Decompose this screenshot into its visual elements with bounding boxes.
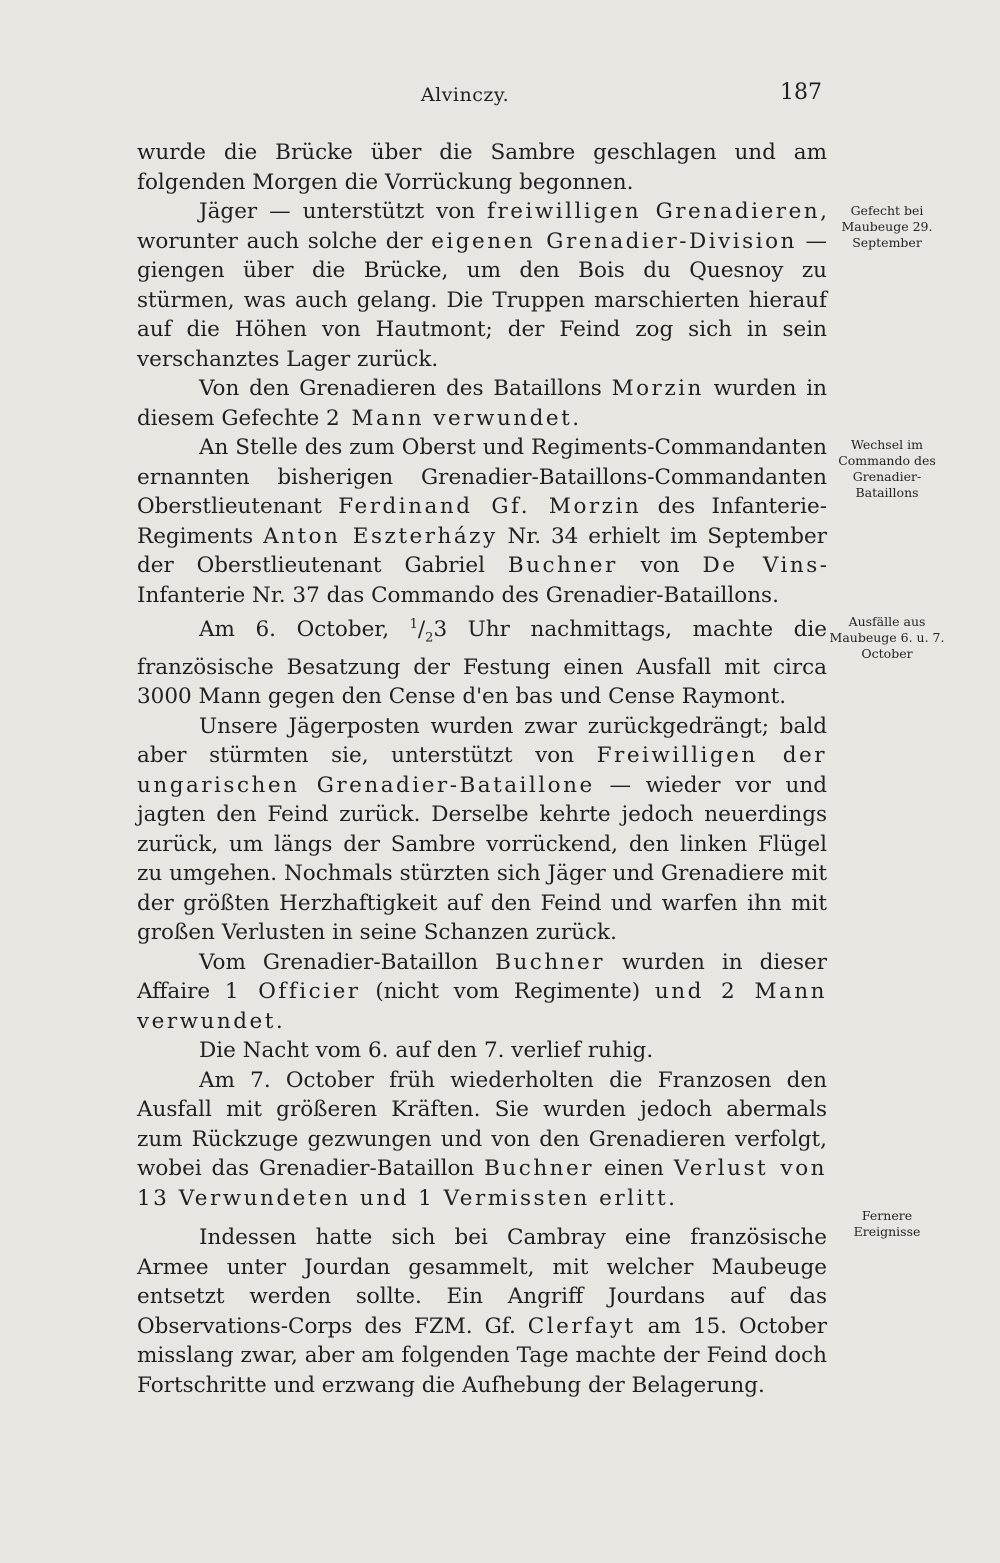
paragraph <box>137 610 827 712</box>
spaced-text: Anton Eszterházy <box>263 523 498 549</box>
spaced-text: Ferdinand Gf. Morzin <box>338 494 642 519</box>
text-run: 2 <box>425 630 434 646</box>
text-run: Unsere Jägerposten wurden zwar zurückgedrängt; bald aber stürmten sie, unterstützt von <box>137 713 827 769</box>
text-run: Die Nacht vom 6. auf den 7. verlief ruhig. <box>199 1038 654 1064</box>
text-run: 3 Uhr nachmittags, machte die französische Besatzung der Festung einen Ausfall mit circa 3000 Mann gegen den Cense d'en bas und Cense Raymont. <box>137 617 827 710</box>
margin-note-fernere: Fernere Ereignisse <box>853 1208 921 1239</box>
spaced-text: freiwilligen Grenadieren <box>487 199 821 224</box>
text-run: wurden in diesem Gefechte <box>137 376 827 431</box>
margin-note-gefecht: Gefecht bei Maubeuge 29. September <box>841 203 933 250</box>
paragraph <box>137 712 827 948</box>
paragraph <box>137 1036 827 1066</box>
text-run: (nicht vom Regimente) <box>360 979 655 1005</box>
text-run: des Infanterie-Regiments <box>137 494 827 549</box>
running-header-title: Alvinczy. <box>420 84 510 106</box>
text-run: / <box>417 617 426 643</box>
spaced-text: und 2 Mann verwundet <box>137 979 827 1034</box>
text-run: von <box>617 553 703 578</box>
margin-note-wechsel: Wechsel im Commando des Grenadier-Bataillons <box>838 437 936 500</box>
text-run: einen <box>594 1156 674 1182</box>
spaced-text: eigenen Grenadier-Division <box>431 228 797 254</box>
text-run: Indessen hatte sich bei Cambray eine französische Armee unter Jourdan gesammelt, mit welcher Maubeuge entsetzt werden sollte. Ein Angriff Jourdans auf das Observations-Corps des FZM. Gf. <box>137 1225 827 1339</box>
spaced-text: Freiwilligen der ungarischen Grenadier-Bataillone <box>137 743 827 798</box>
text-run: An Stelle des zum Oberst und Regiments-Commandanten ernannten bisherigen Grenadier-Bataillons-Commandanten Oberstlieutenant <box>137 435 827 519</box>
page-number: 187 <box>780 80 822 105</box>
spaced-text: De Vins <box>702 553 820 578</box>
margin-note-ausfaelle: Ausfälle aus Maubeuge 6. u. 7. October <box>829 614 945 661</box>
spaced-text: 1 Officier <box>224 979 361 1005</box>
text-run: Am 6. October, <box>199 617 410 643</box>
text-run: , worunter auch solche der <box>137 199 827 254</box>
text-run: Vom Grenadier-Bataillon <box>199 949 496 975</box>
paragraph <box>137 138 827 197</box>
spaced-text: Morzin <box>611 376 704 401</box>
paragraph <box>137 433 827 610</box>
spaced-text: 2 Mann verwundet <box>326 405 573 431</box>
spaced-text: Buchner <box>484 1156 595 1182</box>
text-run: — giengen über die Brücke, um den Bois du Quesnoy zu stürmen, was auch gelang. Die Truppen marschierten hierauf auf die Höhen von Hautmont; der Feind zog sich in sein verschanztes Lager zurück. <box>137 228 827 372</box>
paragraph <box>137 948 827 1037</box>
text-run: . <box>275 1008 283 1034</box>
text-run: -Infanterie Nr. 37 das Commando des Grenadier-Bataillons. <box>137 553 828 608</box>
paragraph <box>137 374 827 433</box>
text-run: — wieder vor und jagten den Feind zurück. Derselbe kehrte jedoch neuerdings zurück, um längs der Sambre vorrückend, den linken Flügel zu umgehen. Nochmals stürzten sich Jäger und Grenadiere mit der größten Herzhaftigkeit auf den Feind und warfen ihn mit großen Verlusten in seine Schanzen zurück. <box>137 772 827 946</box>
spaced-text: Buchner <box>495 949 606 975</box>
spaced-text: Clerfayt <box>527 1313 636 1339</box>
text-run: Am 7. October früh wiederholten die Franzosen den Ausfall mit größeren Kräften. Sie wurden jedoch abermals zum Rückzuge gezwungen und von den Grenadieren verfolgt, wobei das Grenadier-Bataillon <box>137 1067 827 1182</box>
text-run: wurde die Brücke über die Sambre geschlagen und am folgenden Morgen die Vorrückung begonnen. <box>137 140 827 195</box>
text-run: Nr. 34 erhielt im September der Oberstlieutenant Gabriel <box>137 523 827 578</box>
paragraph <box>137 1223 827 1400</box>
text-run: am 15. October misslang zwar, aber am folgenden Tage machte der Feind doch Fortschritte und erzwang die Aufhebung der Belagerung. <box>137 1313 827 1398</box>
text-run: wurden in dieser Affaire <box>137 949 828 1005</box>
spaced-text: Buchner <box>507 553 618 578</box>
text-run: Von den Grenadieren des Bataillons <box>199 376 612 401</box>
text-run: . <box>572 405 580 431</box>
body-text <box>137 138 827 1400</box>
paragraph <box>137 197 827 374</box>
text-run: 1 <box>409 617 418 632</box>
paragraph <box>137 1066 827 1214</box>
spaced-text: Verlust von 13 Verwundeten und 1 Vermissten erlitt <box>137 1156 827 1211</box>
text-run: Jäger — unterstützt von <box>199 199 488 224</box>
text-run: . <box>668 1185 675 1211</box>
